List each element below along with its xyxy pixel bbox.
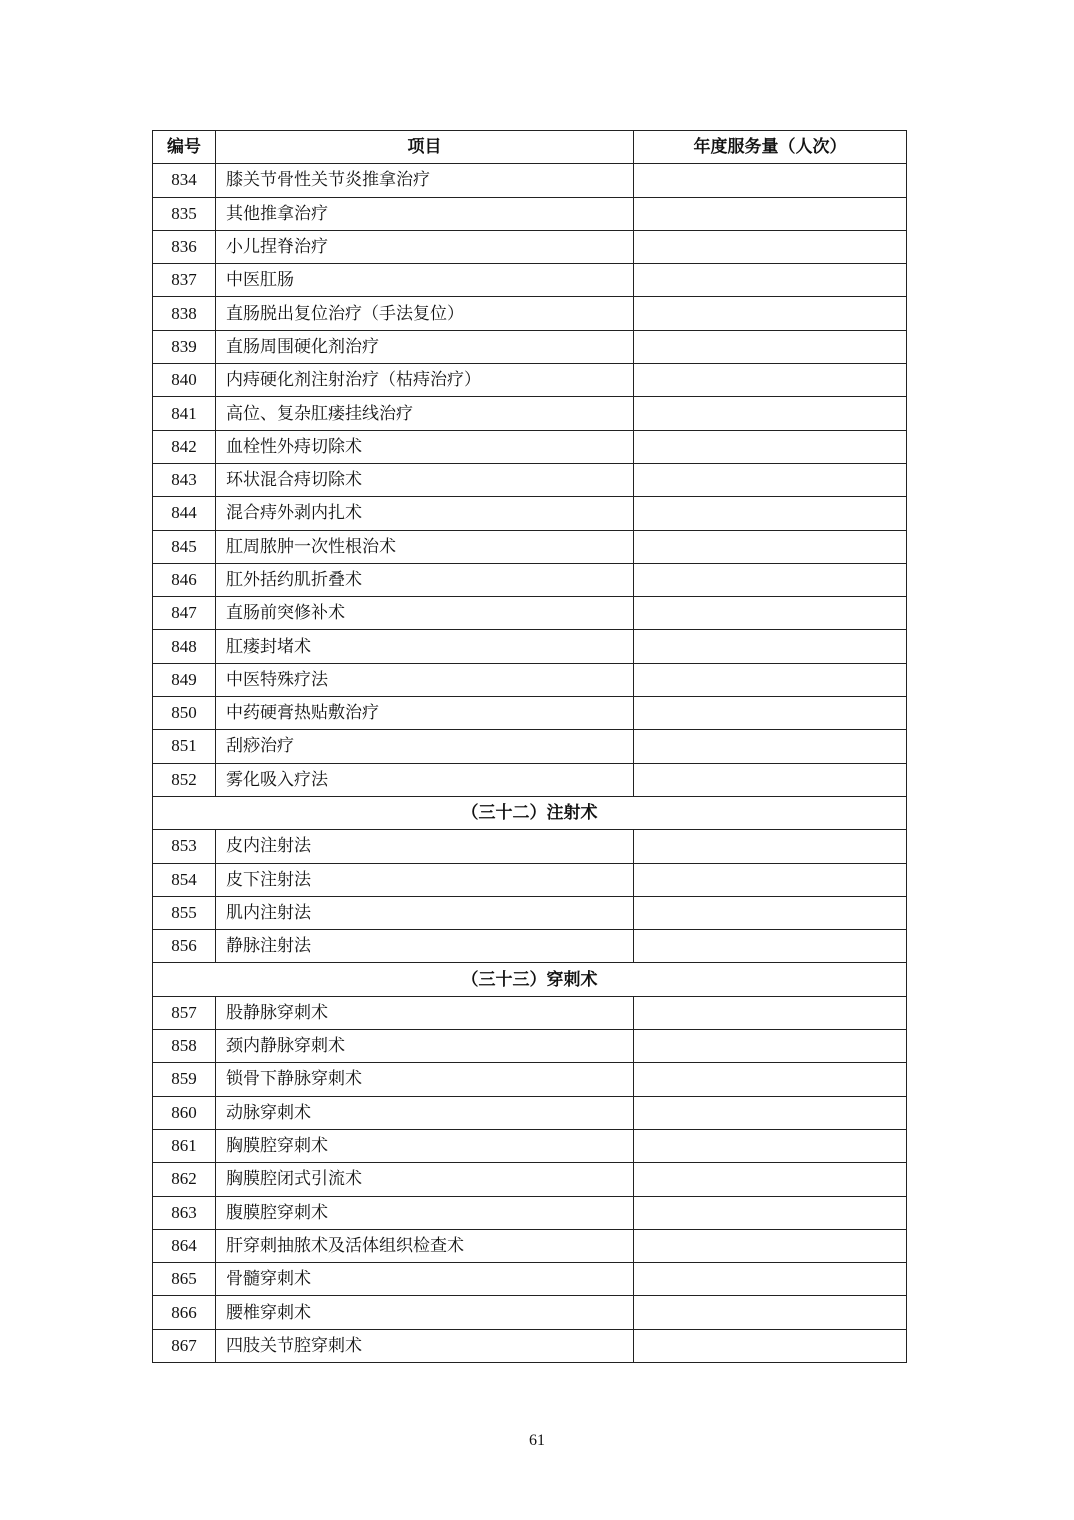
- item-name: 皮下注射法: [216, 863, 634, 896]
- table-row: [153, 497, 907, 530]
- item-name: 肛瘘封堵术: [216, 630, 634, 663]
- item-number: 844: [153, 497, 216, 530]
- table-row: [153, 1063, 907, 1096]
- item-number: 837: [153, 264, 216, 297]
- item-number: 853: [153, 830, 216, 863]
- table-row: [153, 896, 907, 929]
- table-row: [153, 563, 907, 596]
- item-name: 静脉注射法: [216, 930, 634, 963]
- table-row: [153, 663, 907, 696]
- annual-volume-cell[interactable]: [634, 863, 907, 896]
- item-number: 861: [153, 1129, 216, 1162]
- item-name: 直肠脱出复位治疗（手法复位）: [216, 297, 634, 330]
- item-number: 840: [153, 364, 216, 397]
- item-number: 839: [153, 330, 216, 363]
- item-name: 锁骨下静脉穿刺术: [216, 1063, 634, 1096]
- item-name: 颈内静脉穿刺术: [216, 1030, 634, 1063]
- annual-volume-cell[interactable]: [634, 164, 907, 197]
- table-row: [153, 597, 907, 630]
- item-name: 骨髓穿刺术: [216, 1263, 634, 1296]
- item-name: 肛周脓肿一次性根治术: [216, 530, 634, 563]
- table-row: [153, 530, 907, 563]
- annual-volume-cell[interactable]: [634, 430, 907, 463]
- item-name: 高位、复杂肛瘘挂线治疗: [216, 397, 634, 430]
- item-name: 雾化吸入疗法: [216, 763, 634, 796]
- section-row: [153, 963, 907, 996]
- annual-volume-cell[interactable]: [634, 264, 907, 297]
- table-row: [153, 1229, 907, 1262]
- item-name: 胸膜腔穿刺术: [216, 1129, 634, 1162]
- page-number: 61: [529, 1432, 545, 1449]
- annual-volume-cell[interactable]: [634, 463, 907, 496]
- header-item: 项目: [216, 131, 634, 164]
- annual-volume-cell[interactable]: [634, 1163, 907, 1196]
- annual-volume-cell[interactable]: [634, 297, 907, 330]
- item-name: 刮痧治疗: [216, 730, 634, 763]
- section-heading: （三十三）穿刺术: [153, 963, 907, 996]
- table-row: [153, 697, 907, 730]
- item-number: 854: [153, 863, 216, 896]
- annual-volume-cell[interactable]: [634, 663, 907, 696]
- annual-volume-cell[interactable]: [634, 896, 907, 929]
- item-number: 834: [153, 164, 216, 197]
- item-number: 845: [153, 530, 216, 563]
- item-number: 858: [153, 1030, 216, 1063]
- table-row: [153, 1196, 907, 1229]
- annual-volume-cell[interactable]: [634, 330, 907, 363]
- annual-volume-cell[interactable]: [634, 1263, 907, 1296]
- service-volume-table: [152, 130, 907, 1363]
- annual-volume-cell[interactable]: [634, 1296, 907, 1329]
- table-row: [153, 1096, 907, 1129]
- item-number: 865: [153, 1263, 216, 1296]
- item-name: 环状混合痔切除术: [216, 463, 634, 496]
- item-name: 中医特殊疗法: [216, 663, 634, 696]
- item-name: 混合痔外剥内扎术: [216, 497, 634, 530]
- table-row: [153, 1163, 907, 1196]
- item-number: 850: [153, 697, 216, 730]
- item-name: 小儿捏脊治疗: [216, 230, 634, 263]
- item-number: 866: [153, 1296, 216, 1329]
- item-number: 835: [153, 197, 216, 230]
- item-number: 859: [153, 1063, 216, 1096]
- item-name: 肌内注射法: [216, 896, 634, 929]
- annual-volume-cell[interactable]: [634, 1229, 907, 1262]
- table-row: [153, 230, 907, 263]
- item-number: 857: [153, 996, 216, 1029]
- item-number: 841: [153, 397, 216, 430]
- header-annual-volume: 年度服务量（人次）: [634, 131, 907, 164]
- item-number: 838: [153, 297, 216, 330]
- annual-volume-cell[interactable]: [634, 1329, 907, 1362]
- item-number: 843: [153, 463, 216, 496]
- item-number: 862: [153, 1163, 216, 1196]
- item-name: 直肠周围硬化剂治疗: [216, 330, 634, 363]
- table-row: [153, 364, 907, 397]
- table-row: [153, 930, 907, 963]
- item-name: 肝穿刺抽脓术及活体组织检查术: [216, 1229, 634, 1262]
- item-name: 动脉穿刺术: [216, 1096, 634, 1129]
- item-name: 其他推拿治疗: [216, 197, 634, 230]
- item-name: 股静脉穿刺术: [216, 996, 634, 1029]
- item-number: 849: [153, 663, 216, 696]
- table-row: [153, 297, 907, 330]
- item-name: 中药硬膏热贴敷治疗: [216, 697, 634, 730]
- annual-volume-cell[interactable]: [634, 597, 907, 630]
- item-name: 直肠前突修补术: [216, 597, 634, 630]
- table-header-row: [153, 131, 907, 164]
- section-row: [153, 796, 907, 829]
- item-name: 四肢关节腔穿刺术: [216, 1329, 634, 1362]
- item-number: 856: [153, 930, 216, 963]
- table-row: [153, 1329, 907, 1362]
- item-name: 内痔硬化剂注射治疗（枯痔治疗）: [216, 364, 634, 397]
- item-number: 846: [153, 563, 216, 596]
- annual-volume-cell[interactable]: [634, 1030, 907, 1063]
- annual-volume-cell[interactable]: [634, 497, 907, 530]
- item-name: 血栓性外痔切除术: [216, 430, 634, 463]
- annual-volume-cell[interactable]: [634, 364, 907, 397]
- item-number: 851: [153, 730, 216, 763]
- item-number: 855: [153, 896, 216, 929]
- annual-volume-cell[interactable]: [634, 563, 907, 596]
- annual-volume-cell[interactable]: [634, 1096, 907, 1129]
- item-number: 864: [153, 1229, 216, 1262]
- table-row: [153, 197, 907, 230]
- table-row: [153, 463, 907, 496]
- item-number: 847: [153, 597, 216, 630]
- annual-volume-cell[interactable]: [634, 930, 907, 963]
- table-row: [153, 1296, 907, 1329]
- item-name: 膝关节骨性关节炎推拿治疗: [216, 164, 634, 197]
- annual-volume-cell[interactable]: [634, 397, 907, 430]
- annual-volume-cell[interactable]: [634, 697, 907, 730]
- item-name: 皮内注射法: [216, 830, 634, 863]
- table-row: [153, 830, 907, 863]
- annual-volume-cell[interactable]: [634, 730, 907, 763]
- item-number: 836: [153, 230, 216, 263]
- item-number: 867: [153, 1329, 216, 1362]
- item-number: 863: [153, 1196, 216, 1229]
- item-name: 肛外括约肌折叠术: [216, 563, 634, 596]
- table-row: [153, 330, 907, 363]
- annual-volume-cell[interactable]: [634, 230, 907, 263]
- annual-volume-cell[interactable]: [634, 630, 907, 663]
- table-row: [153, 430, 907, 463]
- table-row: [153, 863, 907, 896]
- annual-volume-cell[interactable]: [634, 1196, 907, 1229]
- annual-volume-cell[interactable]: [634, 830, 907, 863]
- annual-volume-cell[interactable]: [634, 1129, 907, 1162]
- item-number: 852: [153, 763, 216, 796]
- item-name: 腰椎穿刺术: [216, 1296, 634, 1329]
- section-heading: （三十二）注射术: [153, 796, 907, 829]
- item-name: 胸膜腔闭式引流术: [216, 1163, 634, 1196]
- annual-volume-cell[interactable]: [634, 996, 907, 1029]
- item-number: 848: [153, 630, 216, 663]
- table-body: [153, 164, 907, 1363]
- table-row: [153, 996, 907, 1029]
- annual-volume-cell[interactable]: [634, 530, 907, 563]
- item-name: 中医肛肠: [216, 264, 634, 297]
- table-row: [153, 164, 907, 197]
- table-row: [153, 264, 907, 297]
- table-row: [153, 397, 907, 430]
- header-number: 编号: [153, 131, 216, 164]
- item-number: 842: [153, 430, 216, 463]
- annual-volume-cell[interactable]: [634, 763, 907, 796]
- item-name: 腹膜腔穿刺术: [216, 1196, 634, 1229]
- annual-volume-cell[interactable]: [634, 197, 907, 230]
- table-row: [153, 630, 907, 663]
- table-row: [153, 1129, 907, 1162]
- annual-volume-cell[interactable]: [634, 1063, 907, 1096]
- table-row: [153, 763, 907, 796]
- table-row: [153, 1263, 907, 1296]
- table-row: [153, 730, 907, 763]
- item-number: 860: [153, 1096, 216, 1129]
- table-row: [153, 1030, 907, 1063]
